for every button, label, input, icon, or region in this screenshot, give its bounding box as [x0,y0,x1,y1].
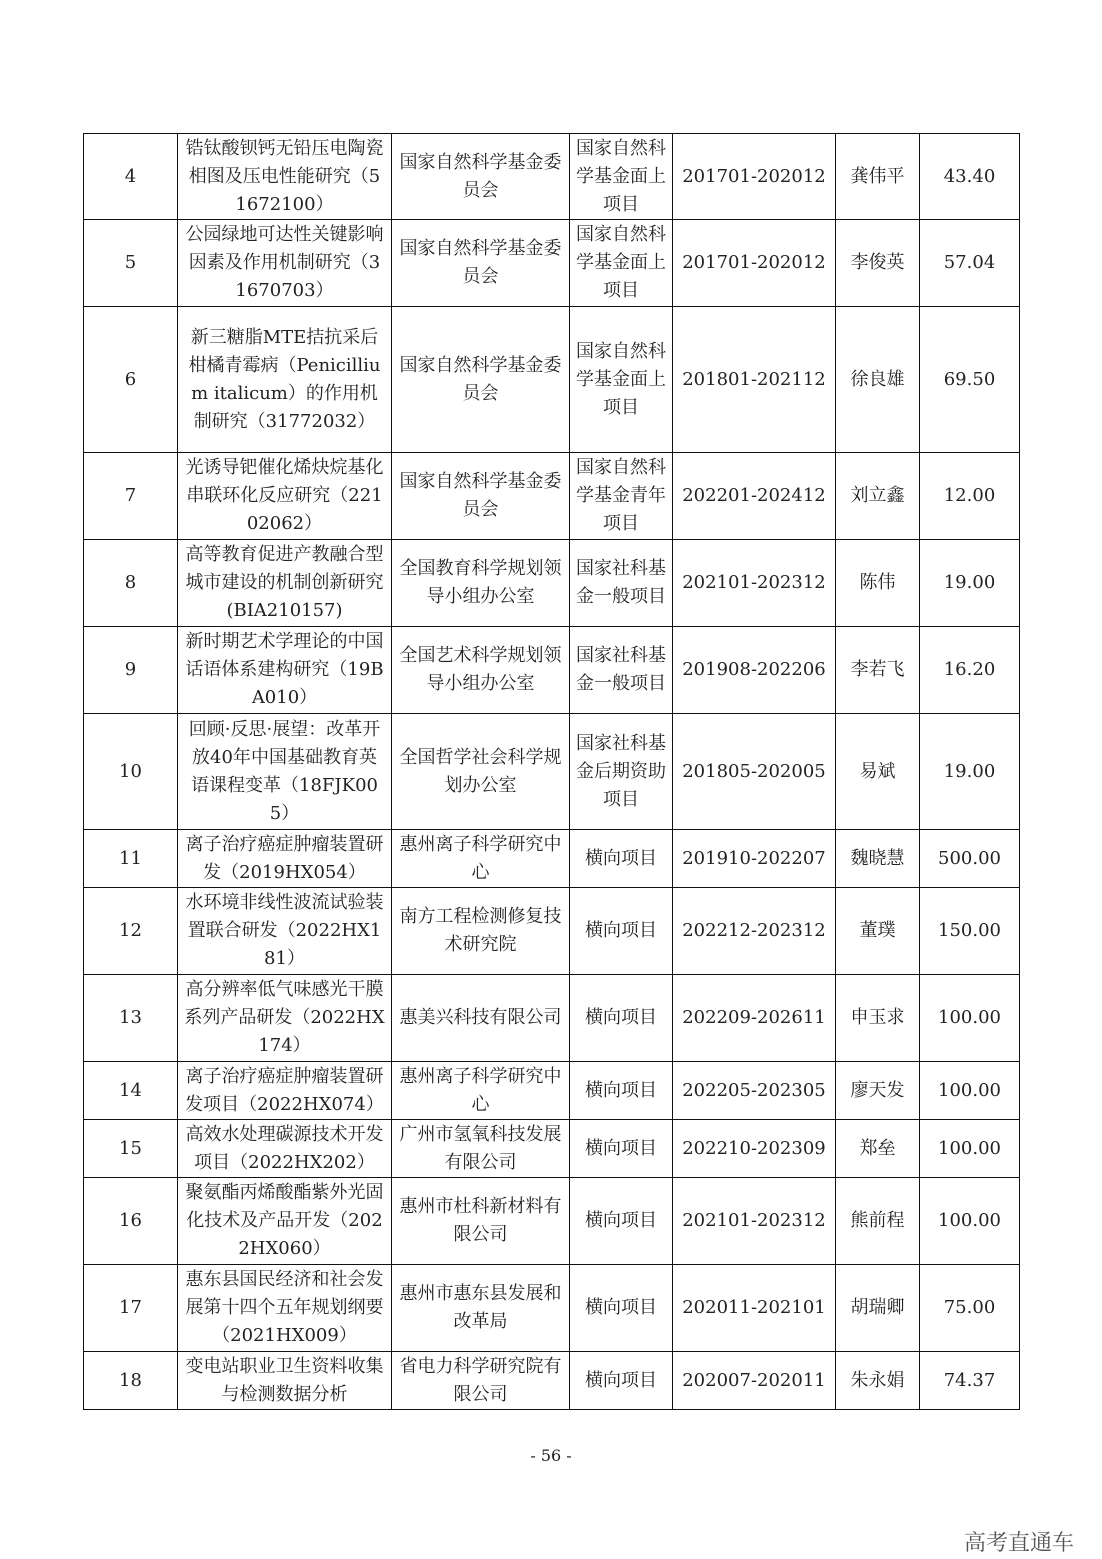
table-row [84,307,1020,453]
project-type: 横向项目 [570,830,673,888]
project-leader: 易斌 [836,714,920,830]
project-period: 201701-202012 [673,134,836,220]
funding-amount: 43.40 [920,134,1020,220]
funding-source: 国家自然科学基金委员会 [392,134,570,220]
row-number: 14 [84,1062,178,1120]
funding-source: 国家自然科学基金委员会 [392,453,570,540]
project-name: 变电站职业卫生资料收集与检测数据分析 [178,1352,392,1410]
project-period: 202101-202312 [673,540,836,627]
project-leader: 廖天发 [836,1062,920,1120]
funding-amount: 150.00 [920,888,1020,975]
funding-source: 惠州市惠东县发展和改革局 [392,1265,570,1352]
project-type: 国家自然科学基金面上项目 [570,134,673,220]
project-leader: 郑垒 [836,1120,920,1178]
project-type: 横向项目 [570,975,673,1062]
project-name: 离子治疗癌症肿瘤装置研发（2019HX054） [178,830,392,888]
table-row [84,540,1020,627]
project-leader: 熊前程 [836,1178,920,1265]
funding-amount: 100.00 [920,975,1020,1062]
project-period: 202209-202611 [673,975,836,1062]
table-row [84,453,1020,540]
project-name: 离子治疗癌症肿瘤装置研发项目（2022HX074） [178,1062,392,1120]
row-number: 8 [84,540,178,627]
funding-amount: 100.00 [920,1120,1020,1178]
page-number: - 56 - [530,1446,572,1465]
funding-amount: 74.37 [920,1352,1020,1410]
watermark: 高考直通车 [963,1531,1074,1556]
funding-amount: 100.00 [920,1062,1020,1120]
project-leader: 龚伟平 [836,134,920,220]
table-row [84,627,1020,714]
funding-amount: 12.00 [920,453,1020,540]
project-leader: 刘立鑫 [836,453,920,540]
project-name: 惠东县国民经济和社会发展第十四个五年规划纲要（2021HX009） [178,1265,392,1352]
table-row [84,975,1020,1062]
table-row [84,1352,1020,1410]
project-type: 横向项目 [570,1120,673,1178]
table-row [84,830,1020,888]
project-type: 横向项目 [570,1352,673,1410]
funding-source: 国家自然科学基金委员会 [392,307,570,453]
funding-source: 全国艺术科学规划领导小组办公室 [392,627,570,714]
funding-source: 惠美兴科技有限公司 [392,975,570,1062]
project-period: 201801-202112 [673,307,836,453]
project-name: 高效水处理碳源技术开发项目（2022HX202） [178,1120,392,1178]
funding-amount: 500.00 [920,830,1020,888]
project-leader: 董璞 [836,888,920,975]
project-period: 202212-202312 [673,888,836,975]
project-period: 201908-202206 [673,627,836,714]
funding-source: 全国哲学社会科学规划办公室 [392,714,570,830]
project-leader: 陈伟 [836,540,920,627]
project-type: 横向项目 [570,1178,673,1265]
project-type: 横向项目 [570,1265,673,1352]
row-number: 17 [84,1265,178,1352]
funding-source: 惠州离子科学研究中心 [392,830,570,888]
project-period: 202007-202011 [673,1352,836,1410]
project-leader: 徐良雄 [836,307,920,453]
row-number: 12 [84,888,178,975]
row-number: 10 [84,714,178,830]
project-type: 横向项目 [570,888,673,975]
project-name: 新时期艺术学理论的中国话语体系建构研究（19BA010） [178,627,392,714]
funding-amount: 57.04 [920,220,1020,307]
project-type: 国家自然科学基金面上项目 [570,307,673,453]
row-number: 16 [84,1178,178,1265]
row-number: 13 [84,975,178,1062]
project-type: 国家自然科学基金青年项目 [570,453,673,540]
funding-amount: 16.20 [920,627,1020,714]
funding-amount: 19.00 [920,714,1020,830]
project-period: 202205-202305 [673,1062,836,1120]
table-row [84,1062,1020,1120]
project-type: 国家社科基金一般项目 [570,540,673,627]
table-row [84,1120,1020,1178]
project-name: 公园绿地可达性关键影响因素及作用机制研究（31670703） [178,220,392,307]
project-period: 201910-202207 [673,830,836,888]
row-number: 7 [84,453,178,540]
project-leader: 李若飞 [836,627,920,714]
funding-source: 省电力科学研究院有限公司 [392,1352,570,1410]
project-leader: 朱永娟 [836,1352,920,1410]
project-name: 聚氨酯丙烯酸酯紫外光固化技术及产品开发（2022HX060） [178,1178,392,1265]
project-table [83,133,1020,1410]
project-name: 新三糖脂MTE拮抗采后柑橘青霉病（Penicillium italicum）的作用机制研究（31772032） [178,307,392,453]
project-leader: 申玉求 [836,975,920,1062]
project-type: 横向项目 [570,1062,673,1120]
table-row [84,1178,1020,1265]
funding-source: 国家自然科学基金委员会 [392,220,570,307]
project-name: 回顾·反思·展望：改革开放40年中国基础教育英语课程变革（18FJK005） [178,714,392,830]
project-type: 国家社科基金一般项目 [570,627,673,714]
project-type: 国家社科基金后期资助项目 [570,714,673,830]
project-leader: 李俊英 [836,220,920,307]
project-name: 高等教育促进产教融合型城市建设的机制创新研究(BIA210157) [178,540,392,627]
row-number: 11 [84,830,178,888]
table-row [84,134,1020,220]
funding-source: 惠州离子科学研究中心 [392,1062,570,1120]
row-number: 18 [84,1352,178,1410]
funding-source: 广州市氢氧科技发展有限公司 [392,1120,570,1178]
funding-amount: 69.50 [920,307,1020,453]
table-body [84,134,1020,1410]
table-row [84,220,1020,307]
project-leader: 魏晓慧 [836,830,920,888]
project-name: 高分辨率低气味感光干膜系列产品研发（2022HX174） [178,975,392,1062]
project-period: 202101-202312 [673,1178,836,1265]
project-period: 201805-202005 [673,714,836,830]
project-name: 光诱导钯催化烯炔烷基化串联环化反应研究（22102062） [178,453,392,540]
project-name: 锆钛酸钡钙无铅压电陶瓷相图及压电性能研究（51672100） [178,134,392,220]
table-row [84,888,1020,975]
funding-amount: 100.00 [920,1178,1020,1265]
project-type: 国家自然科学基金面上项目 [570,220,673,307]
funding-amount: 19.00 [920,540,1020,627]
row-number: 4 [84,134,178,220]
project-period: 201701-202012 [673,220,836,307]
project-period: 202210-202309 [673,1120,836,1178]
funding-source: 惠州市杜科新材料有限公司 [392,1178,570,1265]
row-number: 9 [84,627,178,714]
table-row [84,1265,1020,1352]
project-leader: 胡瑞卿 [836,1265,920,1352]
project-period: 202201-202412 [673,453,836,540]
project-period: 202011-202101 [673,1265,836,1352]
funding-source: 南方工程检测修复技术研究院 [392,888,570,975]
table-row [84,714,1020,830]
row-number: 5 [84,220,178,307]
funding-source: 全国教育科学规划领导小组办公室 [392,540,570,627]
row-number: 6 [84,307,178,453]
project-name: 水环境非线性波流试验装置联合研发（2022HX181） [178,888,392,975]
row-number: 15 [84,1120,178,1178]
funding-amount: 75.00 [920,1265,1020,1352]
